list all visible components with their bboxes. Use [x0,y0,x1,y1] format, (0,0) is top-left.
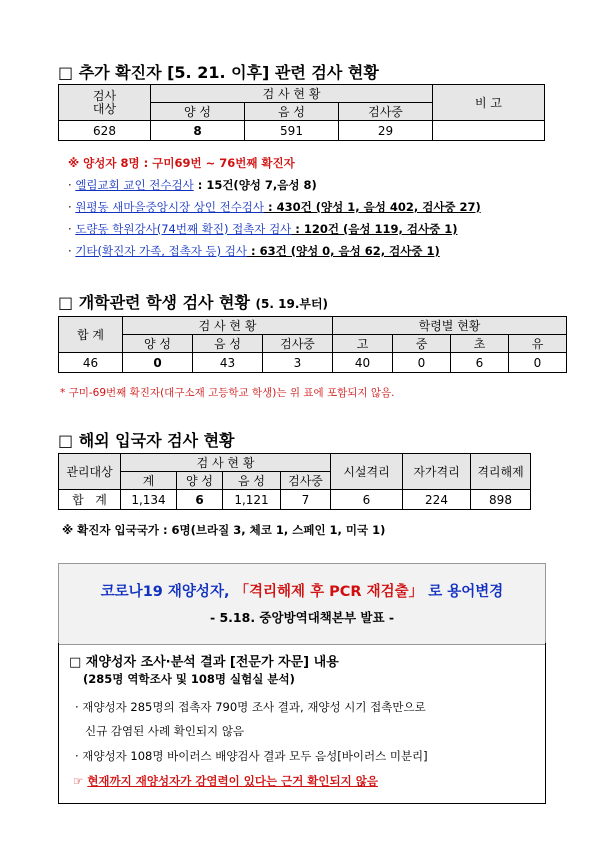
cell-pending: 3 [263,353,333,373]
header-kindergarten: 유 [509,335,567,353]
bullet-dot: · [68,178,72,192]
notice-box-header [58,563,546,645]
header-grade: 학령별 현황 [333,317,567,335]
cell-note [433,121,545,141]
header-status: 검 사 현 황 [151,85,433,103]
cell-high: 40 [333,353,393,373]
notice-title-part-b: 「격리해제 후 PCR 재검출」 [234,584,424,600]
cell-self: 224 [403,490,471,510]
cell-negative: 1,121 [223,490,281,510]
header-target: 검사 대상 [59,85,151,121]
section2-note: * 구미-69번째 확진자(대구소재 고등학교 학생)는 위 표에 포함되지 않음. [60,387,395,399]
cell-positive: 8 [151,121,245,141]
section2-title [58,290,328,313]
cell-middle: 0 [393,353,451,373]
header-facility: 시설격리 [331,454,403,490]
notice-heading: □ 재양성자 조사·분석 결과 [전문가 자문] 내용 [69,655,339,670]
notice-box-body [58,643,546,804]
section1-ref-note: ※ 양성자 8명 : 구미69번 ~ 76번째 확진자 [68,156,295,170]
item-detail: : 15건(양성 7,음성 8) [193,178,317,192]
item-name: 엘림교회 교인 전수검사 [75,178,194,192]
notice-title-part-a: 코로나19 재양성자, [100,584,230,600]
item-name: 기타(확진자 가족, 접촉자 등) 검사 [75,244,247,258]
bullet-dot: · [68,244,72,258]
section3-note: ※ 확진자 입국국가 : 6명(브라질 3, 체코 1, 스페인 1, 미국 1) [62,523,386,537]
cell-release: 898 [471,490,531,510]
header-total: 합 계 [59,317,123,353]
section2-subtitle: (5. 19.부터) [255,297,329,311]
notice-conclusion-text: 현재까지 재양성자가 감염력이 있다는 근거 확인되지 않음 [87,774,378,788]
notice-line: · 재양성자 108명 바이러스 배양검사 결과 모두 음성[바이러스 미분리] [75,749,428,763]
notice-subheading: (285명 역학조사 및 108명 실험실 분석) [83,672,295,686]
header-positive: 양 성 [123,335,193,353]
header-negative: 음 성 [193,335,263,353]
cell-facility: 6 [331,490,403,510]
section3-title: □ 해외 입국자 검사 현황 [58,431,235,450]
notice-title [59,580,545,601]
header-status: 검 사 현 황 [121,454,331,472]
bullet-dot: · [68,200,72,214]
section2-table [58,316,567,373]
section1-item [68,177,317,193]
notice-line: · 재양성자 285명의 접촉자 790명 조사 결과, 재양성 시기 접촉만으로 [75,700,426,714]
header-pending: 검사중 [339,103,433,121]
bullet-dot: · [68,222,72,236]
pointing-hand-icon: ☞ [73,774,84,788]
header-negative: 음 성 [223,472,281,490]
section1-item [68,199,481,215]
section3-table [58,453,531,510]
cell-kindergarten: 0 [509,353,567,373]
cell-row-label: 합 계 [59,490,121,510]
header-status: 검 사 현 황 [123,317,333,335]
header-high: 고 [333,335,393,353]
cell-negative: 591 [245,121,339,141]
notice-conclusion [73,773,378,789]
item-name: 도량동 학원강사(74번째 확진) 접촉자 검사 [75,222,292,236]
header-pending: 검사중 [263,335,333,353]
notice-line: 신규 감염된 사례 확인되지 않음 [85,724,245,738]
cell-positive: 6 [177,490,223,510]
header-release: 격리해제 [471,454,531,490]
item-detail: : 430건 (양성 1, 음성 402, 검사중 27) [264,200,481,214]
item-detail: : 120건 (음성 119, 검사중 1) [291,222,458,236]
cell-elementary: 6 [451,353,509,373]
header-positive: 양 성 [151,103,245,121]
section1-table [58,84,545,141]
cell-positive: 0 [123,353,193,373]
section1-item [68,221,457,237]
header-note: 비 고 [433,85,545,121]
item-name: 원평동 새마을중앙시장 상인 전수검사 [75,200,265,214]
header-total: 계 [121,472,177,490]
section1-item [68,243,440,259]
header-self: 자가격리 [403,454,471,490]
header-manage: 관리대상 [59,454,121,490]
header-positive: 양 성 [177,472,223,490]
cell-total: 46 [59,353,123,373]
item-detail: : 63건 (양성 0, 음성 62, 검사중 1) [246,244,440,258]
header-middle: 중 [393,335,451,353]
section1-title: □ 추가 확진자 [5. 21. 이후] 관련 검사 현황 [58,63,379,82]
section2-title-text: □ 개학관련 학생 검사 현황 [58,293,250,312]
cell-pending: 29 [339,121,433,141]
cell-total: 1,134 [121,490,177,510]
header-pending: 검사중 [281,472,331,490]
notice-title-part-c: 로 용어변경 [428,584,504,600]
header-elementary: 초 [451,335,509,353]
header-negative: 음 성 [245,103,339,121]
cell-negative: 43 [193,353,263,373]
notice-subtitle: - 5.18. 중앙방역대책본부 발표 - [209,610,395,625]
cell-target: 628 [59,121,151,141]
cell-pending: 7 [281,490,331,510]
